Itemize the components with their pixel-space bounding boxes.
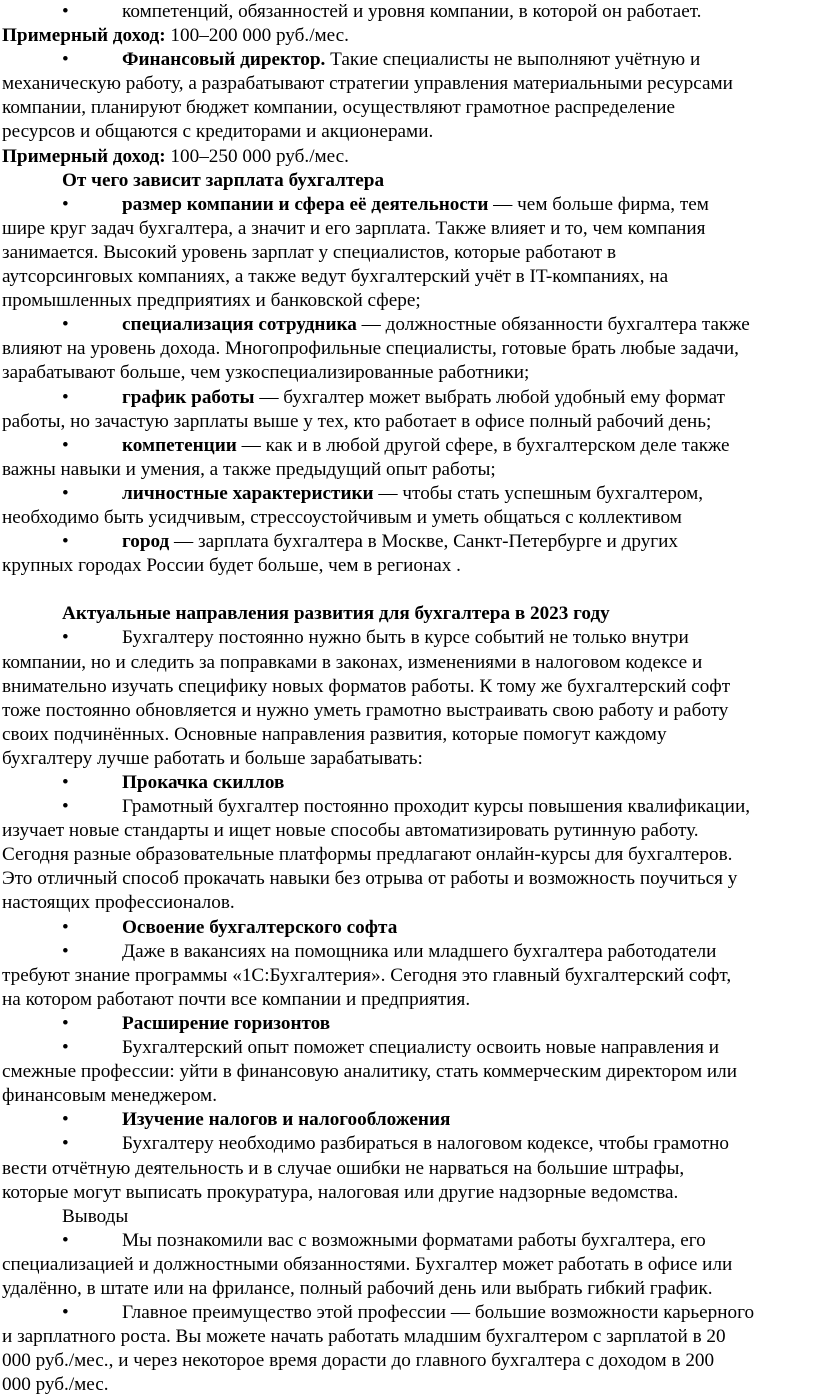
bold-text: специализация сотрудника: [122, 314, 357, 336]
text-line: [2, 1325, 816, 1349]
bullet-marker: •: [62, 796, 69, 818]
text-run: — чтобы стать успешным бухгалтером,: [373, 482, 704, 504]
text-line: [2, 1301, 816, 1325]
text-line: [2, 916, 816, 940]
bullet-marker: •: [62, 1302, 69, 1324]
text-run: влияют на уровень дохода. Многопрофильные специалисты, готовые брать любые задачи,: [2, 338, 739, 360]
text-run: изучает новые стандарты и ищет новые способы автоматизировать рутинную работу.: [2, 820, 699, 842]
text-line: [2, 626, 816, 650]
text-run: аутсорсинговых компаниях, а также ведут бухгалтерский учёт в IT-компаниях, на: [2, 266, 669, 288]
bold-text: город: [122, 531, 170, 553]
text-line: [2, 1373, 816, 1397]
text-line: [2, 795, 816, 819]
text-line: [2, 1084, 816, 1108]
text-run: Такие специалисты не выполняют учётную и: [325, 49, 701, 71]
text-run: 000 руб./мес., и через некоторое время дорасти до главного бухгалтера с доходом в 200: [2, 1350, 715, 1372]
bold-text: личностные характеристики: [122, 482, 374, 504]
bullet-marker: •: [62, 531, 69, 553]
text-line: [2, 120, 816, 144]
text-run: Бухгалтеру постоянно нужно быть в курсе событий не только внутри: [122, 627, 689, 649]
text-run: требуют знание программы «1С:Бухгалтерия». Сегодня это главный бухгалтерский софт,: [2, 964, 732, 986]
text-line: [2, 747, 816, 771]
bold-text: Финансовый директор.: [122, 49, 326, 71]
text-line: [2, 193, 816, 217]
text-line: [2, 1277, 816, 1301]
text-line: [2, 1229, 816, 1253]
text-run: крупных городах России будет больше, чем в регионах .: [2, 555, 461, 577]
bullet-marker: •: [62, 916, 69, 938]
text-run: на котором работают почти все компании и предприятия.: [2, 988, 471, 1010]
text-run: ресурсов и общаются с кредиторами и акционерами.: [2, 121, 434, 143]
text-run: Это отличный способ прокачать навыки без отрыва от работы и возможность поучиться у: [2, 868, 738, 890]
text-line: [2, 96, 816, 120]
text-line: [2, 988, 816, 1012]
text-line: [2, 1108, 816, 1132]
text-run: — как и в любой другой сфере, в бухгалтерском деле также: [236, 434, 730, 456]
text-run: шире круг задач бухгалтера, а значит и его зарплата. Также влияет и то, чем компания: [2, 217, 706, 239]
bullet-marker: •: [62, 940, 69, 962]
text-run: — чем больше фирма, тем: [488, 193, 709, 215]
text-line: [2, 819, 816, 843]
text-line: [2, 265, 816, 289]
text-line: [2, 1036, 816, 1060]
text-run: — зарплата бухгалтера в Москве, Санкт-Петербурге и других: [169, 531, 679, 553]
bullet-marker: •: [62, 772, 69, 793]
text-line: [2, 410, 816, 434]
text-run: — должностные обязанности бухгалтера также: [356, 314, 750, 336]
text-line: [2, 48, 816, 72]
bullet-marker: •: [62, 1133, 69, 1155]
text-line: [2, 940, 816, 964]
bold-text: Расширение горизонтов: [122, 1012, 331, 1034]
text-run: финансовым менеджером.: [2, 1085, 217, 1107]
bold-text: компетенции: [122, 434, 237, 456]
bullet-marker: •: [62, 1109, 69, 1131]
bullet-marker: •: [62, 627, 69, 649]
text-line: [2, 337, 816, 361]
text-run: 000 руб./мес.: [2, 1374, 109, 1396]
bullet-marker: •: [62, 1012, 69, 1034]
text-run: Главное преимущество этой профессии — большие возможности карьерного: [122, 1302, 755, 1324]
text-run: внимательно изучать специфику новых форматов работы. К тому же бухгалтерский софт: [2, 675, 731, 697]
text-line: [2, 1349, 816, 1373]
text-run: механическую работу, а разрабатывают стратегии управления материальными ресурсами: [2, 73, 733, 95]
text-run: компании, планируют бюджет компании, осуществляют грамотное распределение: [2, 97, 675, 119]
text-line: [2, 554, 816, 578]
text-line: [2, 241, 816, 265]
text-line: [2, 675, 816, 699]
bullet-marker: •: [62, 386, 69, 408]
text-line: [2, 482, 816, 506]
text-run: Выводы: [62, 1205, 129, 1227]
text-line: [2, 72, 816, 96]
bold-text: От чего зависит зарплата бухгалтера: [62, 169, 385, 191]
text-run: которые могут выписать прокуратура, налоговая или другие надзорные ведомства.: [2, 1181, 679, 1203]
text-run: Даже в вакансиях на помощника или младшего бухгалтера работодатели: [122, 940, 717, 962]
text-line: [2, 1060, 816, 1084]
text-line: [2, 867, 816, 891]
text-run: Мы познакомили вас с возможными форматами работы бухгалтера, его: [122, 1229, 706, 1251]
text-run: и зарплатного роста. Вы можете начать работать младшим бухгалтером с зарплатой в 20: [2, 1326, 726, 1348]
text-run: промышленных предприятиях и банковской сфере;: [2, 290, 421, 312]
bullet-marker: •: [62, 193, 69, 215]
text-run: работы, но зачастую зарплаты выше у тех, кто работает в офисе полный рабочий день;: [2, 410, 712, 432]
bullet-marker: •: [62, 49, 69, 71]
text-line: [2, 1205, 816, 1229]
text-run: своих подчинённых. Основные направления развития, которые помогут каждому: [2, 723, 667, 745]
bullet-marker: •: [62, 1229, 69, 1251]
text-line: [2, 386, 816, 410]
bullet-marker: •: [62, 482, 69, 504]
text-run: вести отчётную деятельность и в случае ошибки не нарваться на большие штрафы,: [2, 1157, 685, 1179]
text-line: [2, 699, 816, 723]
bullet-marker: •: [62, 1, 69, 22]
text-line: [2, 651, 816, 675]
text-line: [2, 145, 816, 169]
blank-line: [2, 578, 816, 602]
text-line: [2, 1132, 816, 1156]
text-line: [2, 169, 816, 193]
text-line: [2, 0, 816, 24]
text-line: [2, 289, 816, 313]
bold-text: Примерный доход:: [2, 145, 166, 167]
text-line: [2, 24, 816, 48]
text-run: Бухгалтеру необходимо разбираться в налоговом кодексе, чтобы грамотно: [122, 1133, 729, 1155]
text-run: необходимо быть усидчивым, стрессоустойчивым и уметь общаться с коллективом: [2, 506, 682, 528]
bold-text: график работы: [122, 386, 255, 408]
bullet-marker: •: [62, 1037, 69, 1059]
text-line: [2, 771, 816, 795]
text-line: [2, 1181, 816, 1205]
text-run: Сегодня разные образовательные платформы предлагают онлайн-курсы для бухгалтеров.: [2, 844, 733, 866]
text-line: [2, 361, 816, 385]
text-run: Грамотный бухгалтер постоянно проходит курсы повышения квалификации,: [122, 796, 751, 818]
bold-text: Прокачка скиллов: [122, 772, 285, 793]
text-line: [2, 891, 816, 915]
bullet-marker: •: [62, 434, 69, 456]
bold-text: Изучение налогов и налогообложения: [122, 1109, 451, 1131]
text-line: [2, 506, 816, 530]
text-line: [2, 458, 816, 482]
text-line: [2, 1157, 816, 1181]
text-run: смежные профессии: уйти в финансовую аналитику, стать коммерческим директором или: [2, 1061, 738, 1083]
text-line: [2, 1253, 816, 1277]
text-run: 100–250 000 руб./мес.: [165, 145, 349, 167]
bold-text: размер компании и сфера её деятельности: [122, 193, 489, 215]
text-run: настоящих профессионалов.: [2, 892, 235, 914]
text-line: [2, 602, 816, 626]
text-run: компании, но и следить за поправками в законах, изменениями в налоговом кодексе и: [2, 651, 703, 673]
text-run: 100–200 000 руб./мес.: [165, 25, 349, 47]
bullet-marker: •: [62, 314, 69, 336]
text-run: бухгалтеру лучше работать и больше зарабатывать:: [2, 747, 423, 769]
bold-text: Примерный доход:: [2, 25, 166, 47]
text-run: важны навыки и умения, а также предыдущий опыт работы;: [2, 458, 496, 480]
text-line: [2, 434, 816, 458]
text-run: специализацией и должностными обязанностями. Бухгалтер может работать в офисе или: [2, 1253, 733, 1275]
text-line: [2, 964, 816, 988]
text-run: занимается. Высокий уровень зарплат у специалистов, которые работают в: [2, 241, 617, 263]
text-line: [2, 530, 816, 554]
bold-text: Актуальные направления развития для бухгалтера в 2023 году: [62, 603, 610, 625]
text-run: зарабатывают больше, чем узкоспециализированные работники;: [2, 362, 530, 384]
text-run: тоже постоянно обновляется и нужно уметь грамотно выстраивать свою работу и работу: [2, 699, 729, 721]
text-line: [2, 1012, 816, 1036]
text-run: — бухгалтер может выбрать любой удобный ему формат: [254, 386, 726, 408]
text-line: [2, 217, 816, 241]
text-run: Бухгалтерский опыт поможет специалисту освоить новые направления и: [122, 1037, 719, 1059]
text-line: [2, 723, 816, 747]
text-line: [2, 313, 816, 337]
text-run: удалённо, в штате или на фрилансе, полный рабочий день или выбрать гибкий график.: [2, 1277, 713, 1299]
text-line: [2, 843, 816, 867]
text-run: компетенций, обязанностей и уровня компании, в которой он работает.: [122, 1, 702, 22]
bold-text: Освоение бухгалтерского софта: [122, 916, 398, 938]
